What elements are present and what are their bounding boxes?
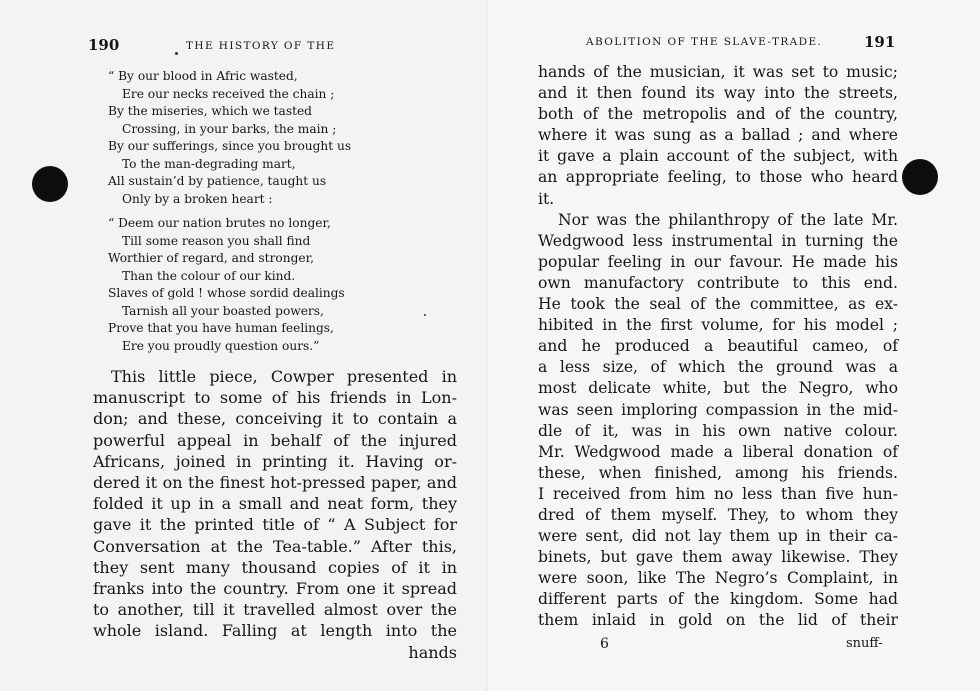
poem-line: Tarnish all your boasted powers,: [122, 303, 324, 318]
poem-line: Than the colour of our kind.: [122, 268, 296, 283]
poem-line: To the man-degrading mart,: [122, 156, 296, 171]
prose-line: to another, till it travelled almost over the: [93, 600, 457, 620]
right-prose: [538, 62, 898, 632]
right-page: [490, 0, 980, 691]
prose-line: it gave a plain account of the subject, with: [538, 147, 898, 166]
prose-line: different parts of the kingdom. Some had: [538, 590, 898, 609]
prose-line: Nor was the philanthropy of the late Mr.: [558, 210, 898, 229]
prose-line: Wedgwood less instrumental in turning the: [538, 231, 898, 250]
poem-line: Only by a broken heart :: [122, 191, 273, 206]
prose-line: He took the seal of the committee, as ex-: [538, 295, 898, 314]
poem-line: By the miseries, which we tasted: [108, 104, 312, 118]
prose-line: where it was sung as a ballad ; and where: [538, 126, 898, 145]
prose-line: an appropriate feeling, to those who heard: [538, 168, 898, 187]
prose-line: and he produced a beautiful cameo, of: [538, 337, 898, 356]
prose-line: manuscript to some of his friends in Lon-: [93, 388, 457, 408]
prose-line: it.: [538, 189, 555, 208]
prose-line: folded it up in a small and neat form, they: [93, 494, 457, 514]
prose-line: This little piece, Cowper presented in: [111, 367, 457, 386]
binding-hole: [32, 166, 68, 202]
ink-speck: [175, 52, 178, 55]
prose-line: were soon, like The Negro’s Complaint, in: [538, 569, 898, 588]
right-page-number: 191: [864, 33, 896, 51]
poem-line: “ Deem our nation brutes no longer,: [108, 216, 331, 230]
prose-line: franks into the country. From one it spread: [93, 579, 457, 599]
prose-line: dle of it, was in his own native colour.: [538, 421, 898, 440]
ink-speck: [424, 314, 426, 316]
catchword: snuff-: [846, 636, 883, 651]
prose-line: hands of the musician, it was set to music;: [538, 63, 898, 81]
prose-line: I received from him no less than five hun-: [538, 484, 898, 503]
prose-line: don; and these, conceiving it to contain a: [93, 409, 457, 429]
prose-line: own manufactory contribute to this end.: [538, 273, 898, 292]
prose-line: was seen imploring compassion in the mid-: [538, 400, 898, 419]
prose-line: hibited in the first volume, for his model ;: [538, 316, 898, 335]
prose-line: Africans, joined in printing it. Having or-: [93, 451, 457, 471]
catchword: hands: [408, 642, 457, 662]
poem-line: Worthier of regard, and stronger,: [108, 251, 314, 265]
poem-line: By our sufferings, since you brought us: [108, 139, 352, 153]
prose-line: whole island. Falling at length into the: [93, 621, 457, 641]
left-prose: [93, 366, 457, 663]
right-running-head: ABOLITION OF THE SLAVE-TRADE.: [586, 36, 823, 48]
prose-line: these, when finished, among his friends.: [538, 463, 898, 482]
prose-line: dred of them myself. They, to whom they: [538, 505, 898, 524]
prose-line: popular feeling in our favour. He made his: [538, 252, 898, 271]
left-running-head: THE HISTORY OF THE: [186, 40, 336, 52]
prose-line: a less size, of which the ground was a: [538, 358, 898, 377]
poem-line: Prove that you have human feelings,: [108, 321, 334, 335]
binding-hole: [902, 159, 938, 195]
prose-line: them inlaid in gold on the lid of their: [538, 611, 898, 630]
prose-line: most delicate white, but the Negro, who: [538, 379, 898, 398]
prose-line: gave it the printed title of “ A Subject for: [93, 515, 457, 535]
poem-line: Till some reason you shall find: [122, 233, 311, 248]
poem-line: All sustain’d by patience, taught us: [108, 174, 327, 188]
poem-line: Ere our necks received the chain ;: [122, 86, 335, 101]
prose-line: they sent many thousand copies of it in: [93, 557, 457, 577]
prose-line: dered it on the finest hot-pressed paper, and: [93, 473, 457, 493]
prose-line: powerful appeal in behalf of the injured: [93, 430, 457, 450]
prose-line: were sent, did not lay them up in their ca-: [538, 527, 898, 546]
poem-line: Crossing, in your barks, the main ;: [122, 121, 337, 136]
prose-line: both of the metropolis and of the country,: [538, 105, 898, 124]
left-page-number: 190: [88, 36, 120, 54]
poem-line: Slaves of gold ! whose sordid dealings: [108, 286, 345, 300]
signature-mark: 6: [600, 636, 609, 652]
poem: [100, 68, 351, 355]
prose-line: Conversation at the Tea-table.” After this,: [93, 536, 457, 556]
poem-line: Ere you proudly question ours.”: [122, 338, 320, 353]
poem-line: “ By our blood in Afric wasted,: [108, 69, 298, 83]
prose-line: binets, but gave them away likewise. They: [538, 548, 898, 567]
prose-line: Mr. Wedgwood made a liberal donation of: [538, 442, 898, 461]
prose-line: and it then found its way into the streets,: [538, 84, 898, 103]
